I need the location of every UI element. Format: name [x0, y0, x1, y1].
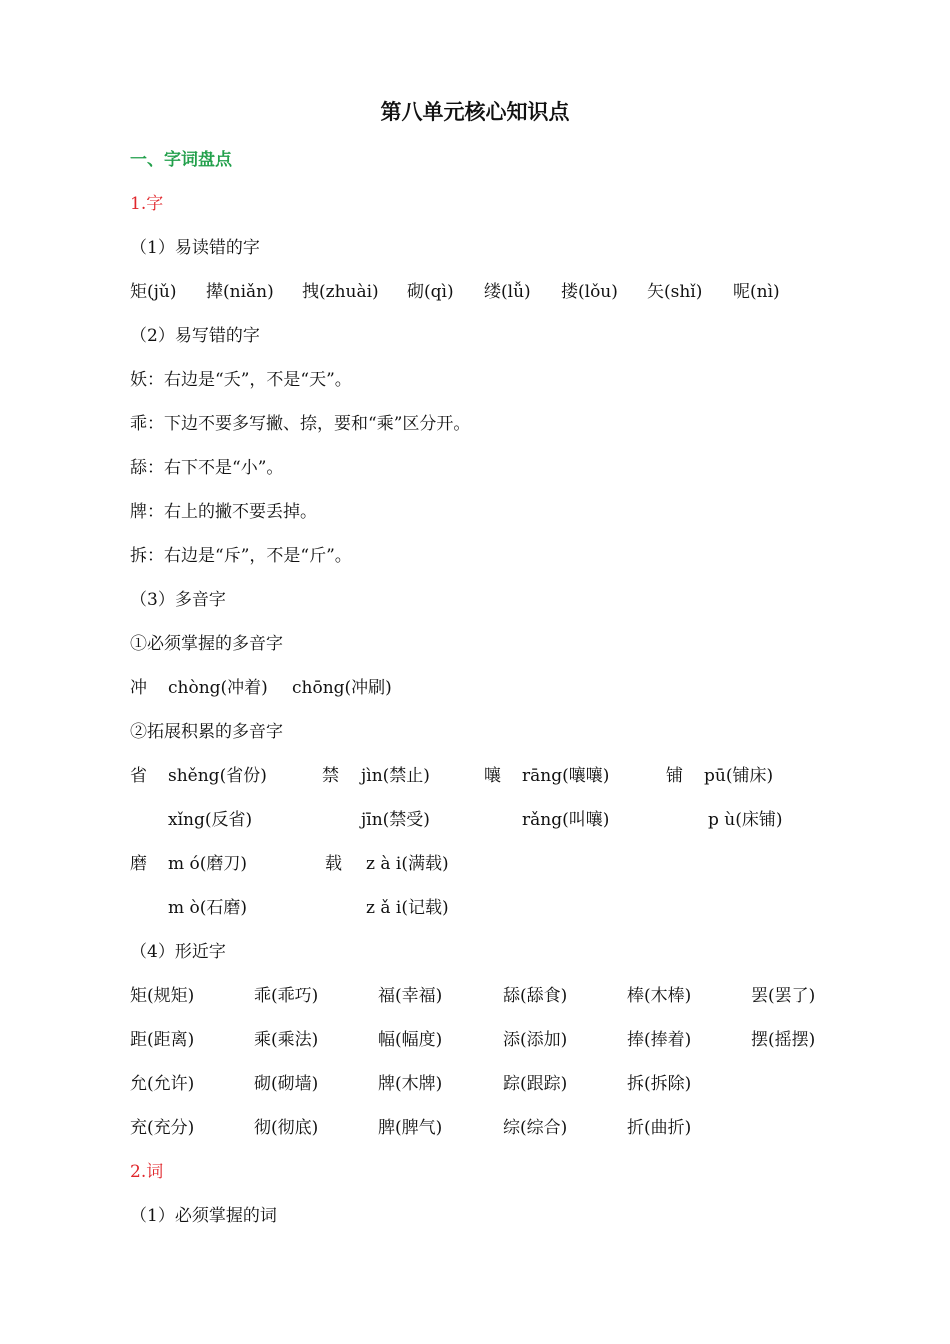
part-heading-miswritten: （2）易写错的字 [130, 326, 260, 346]
grid-cell: 矩(规矩) [130, 986, 195, 1006]
list-item: 砌(qì) [407, 282, 454, 302]
grid-cell: 捧(捧着) [627, 1030, 692, 1050]
grid-cell: 添(添加) [503, 1030, 568, 1050]
polyphonic-char: 冲 [130, 678, 147, 698]
subheading-words: 2.词 [130, 1162, 164, 1182]
polyphonic-reading: m ó(磨刀) [168, 854, 248, 874]
note-line: 舔：右下不是“小”。 [130, 458, 284, 478]
polyphonic-must-heading: ①必须掌握的多音字 [130, 634, 283, 654]
grid-cell: 福(幸福) [378, 986, 443, 1006]
grid-cell: 距(距离) [130, 1030, 195, 1050]
polyphonic-char: 禁 [322, 766, 339, 786]
page-title: 第八单元核心知识点 [380, 100, 570, 124]
polyphonic-reading: chòng(冲着) [168, 678, 268, 698]
grid-cell: 砌(砌墙) [254, 1074, 319, 1094]
subheading-characters: 1.字 [130, 194, 164, 214]
polyphonic-reading: chōng(冲刷) [292, 678, 392, 698]
grid-cell: 综(综合) [503, 1118, 568, 1138]
polyphonic-reading: jìn(禁止) [361, 766, 430, 786]
list-item: 矢(shǐ) [647, 282, 703, 302]
polyphonic-reading: jīn(禁受) [361, 810, 430, 830]
part-heading-misread: （1）易读错的字 [130, 238, 260, 258]
grid-cell: 乘(乘法) [254, 1030, 319, 1050]
grid-cell: 彻(彻底) [254, 1118, 319, 1138]
polyphonic-char: 载 [325, 854, 342, 874]
polyphonic-reading: p ù(床铺) [708, 810, 783, 830]
list-item: 矩(jǔ) [130, 282, 177, 302]
section-heading: 一、字词盘点 [130, 150, 232, 170]
list-item: 拽(zhuài) [302, 282, 379, 302]
part-heading-must-words: （1）必须掌握的词 [130, 1206, 277, 1226]
polyphonic-char: 省 [130, 766, 147, 786]
list-item: 搂(lǒu) [561, 282, 618, 302]
grid-cell: 幅(幅度) [378, 1030, 443, 1050]
polyphonic-reading: xǐng(反省) [168, 810, 253, 830]
part-heading-polyphonic: （3）多音字 [130, 590, 226, 610]
polyphonic-char: 磨 [130, 854, 147, 874]
polyphonic-reading: rāng(嚷嚷) [522, 766, 610, 786]
grid-cell: 罢(罢了) [751, 986, 816, 1006]
polyphonic-reading: pū(铺床) [704, 766, 774, 786]
list-item: 呢(nì) [733, 282, 780, 302]
grid-cell: 充(充分) [130, 1118, 195, 1138]
grid-cell: 牌(木牌) [378, 1074, 443, 1094]
polyphonic-char: 铺 [666, 766, 683, 786]
note-line: 妖：右边是“夭”，不是“天”。 [130, 370, 352, 390]
grid-cell: 脾(脾气) [378, 1118, 443, 1138]
polyphonic-char: 嚷 [484, 766, 501, 786]
grid-cell: 踪(跟踪) [503, 1074, 568, 1094]
polyphonic-reading: m ò(石磨) [168, 898, 248, 918]
grid-cell: 允(允许) [130, 1074, 195, 1094]
polyphonic-reading: z ǎ i(记载) [366, 898, 449, 918]
note-line: 牌：右上的撇不要丢掉。 [130, 502, 317, 522]
grid-cell: 棒(木棒) [627, 986, 692, 1006]
list-item: 缕(lǚ) [484, 282, 531, 302]
polyphonic-reading: z à i(满载) [366, 854, 449, 874]
part-heading-similar: （4）形近字 [130, 942, 226, 962]
grid-cell: 摆(摇摆) [751, 1030, 816, 1050]
grid-cell: 折(曲折) [627, 1118, 692, 1138]
note-line: 乖：下边不要多写撇、捺，要和“乘”区分开。 [130, 414, 471, 434]
list-item: 撵(niǎn) [206, 282, 274, 302]
polyphonic-reading: shěng(省份) [168, 766, 267, 786]
grid-cell: 拆(拆除) [627, 1074, 692, 1094]
polyphonic-reading: rǎng(叫嚷) [522, 810, 610, 830]
polyphonic-extended-heading: ②拓展积累的多音字 [130, 722, 283, 742]
note-line: 拆：右边是“斥”，不是“斤”。 [130, 546, 352, 566]
grid-cell: 乖(乖巧) [254, 986, 319, 1006]
grid-cell: 舔(舔食) [503, 986, 568, 1006]
